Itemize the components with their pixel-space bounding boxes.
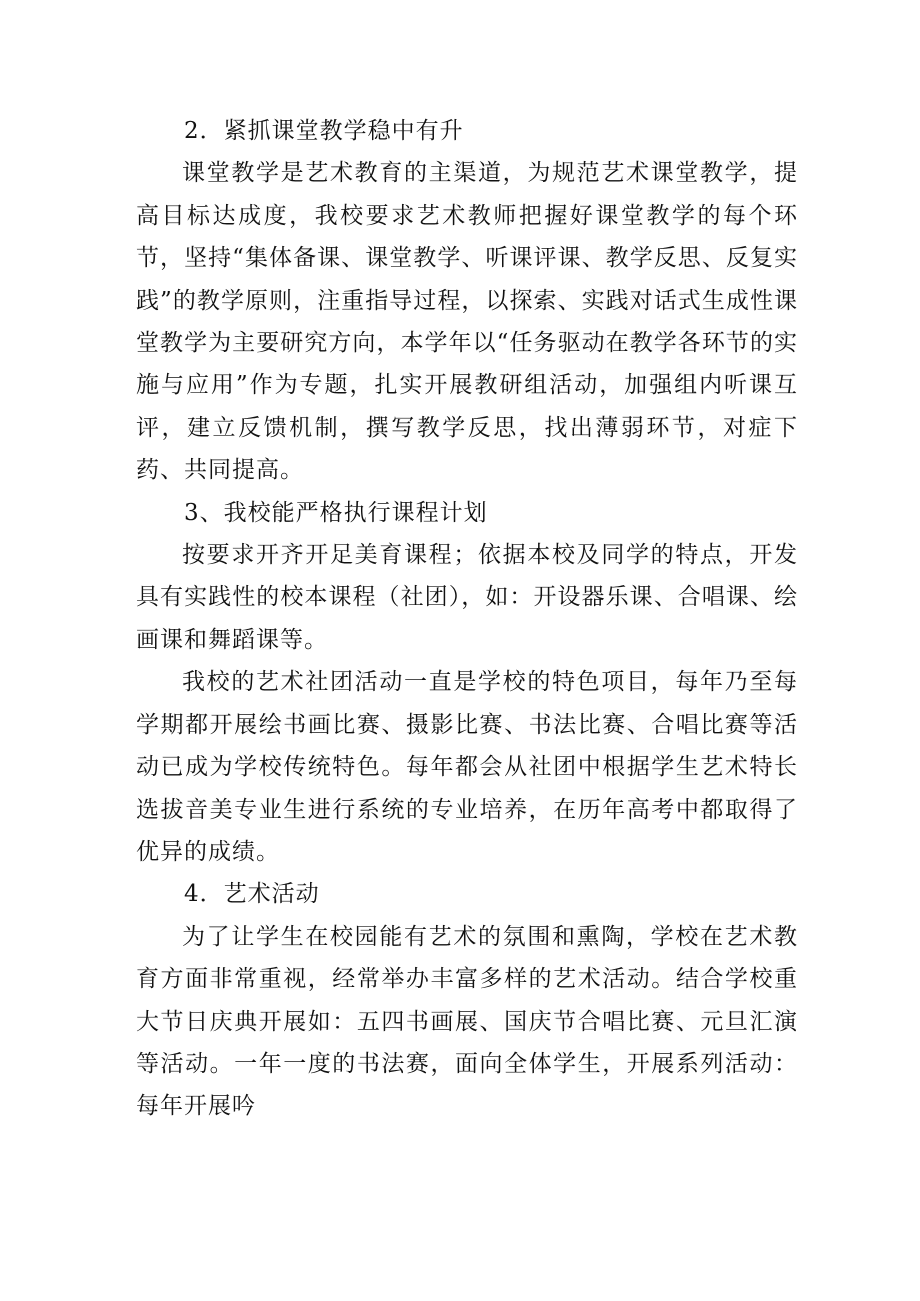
- section-heading: 4．艺术活动: [184, 881, 320, 908]
- paragraph: 为了让学生在校园能有艺术的氛围和熏陶，学校在艺术教育方面非常重视，经常举办丰富多样的艺术活动。结合学校重大节日庆典开展如：五四书画展、国庆节合唱比赛、元旦汇演等活动。一年一度的书法赛，面向全体学生，开展系列活动：每年开展吟: [136, 923, 798, 1120]
- paragraph: 我校的艺术社团活动一直是学校的特色项目，每年乃至每学期都开展绘书画比赛、摄影比赛、书法比赛、合唱比赛等活动已成为学校传统特色。每年都会从社团中根据学生艺术特长选拔音美专业生进行系统的专业培养，在历年高考中都取得了优异的成绩。: [136, 669, 798, 865]
- section-heading: 3、我校能严格执行课程计划: [184, 499, 488, 526]
- document-body: [136, 110, 798, 1128]
- paragraph: 按要求开齐开足美育课程；依据本校及同学的特点，开发具有实践性的校本课程（社团），如：开设器乐课、合唱课、绘画课和舞蹈课等。: [136, 542, 798, 653]
- paragraph: 课堂教学是艺术教育的主渠道，为规范艺术课堂教学，提高目标达成度，我校要求艺术教师把握好课堂教学的每个环节，坚持“集体备课、课堂教学、听课评课、教学反思、反复实践”的教学原则，注重指导过程，以探索、实践对话式生成性课堂教学为主要研究方向，本学年以“任务驱动在教学各环节的实施与应用”作为专题，扎实开展教研组活动，加强组内听课互评，建立反馈机制，撰写教学反思，找出薄弱环节，对症下药、共同提高。: [136, 160, 798, 484]
- section-heading: 2．紧抓课堂教学稳中有升: [184, 118, 464, 144]
